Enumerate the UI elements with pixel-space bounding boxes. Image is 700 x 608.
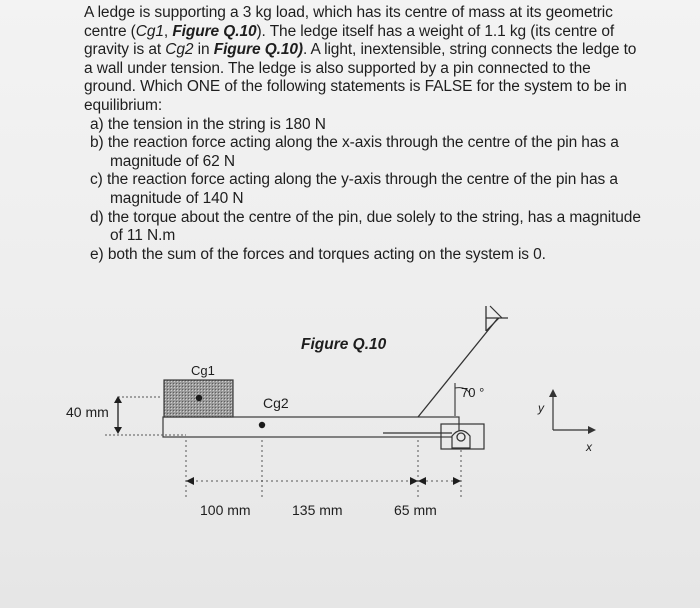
dim-label-100: 100 mm [200, 502, 251, 518]
string [418, 318, 498, 417]
figure-ref-2: Figure Q.10) [213, 41, 303, 59]
dim-arrowhead-left [186, 477, 194, 485]
y-axis-label: y [538, 401, 544, 415]
cg1-label: Cg1 [191, 363, 215, 378]
option-c: c) the reaction force acting along the y-axis through the centre of the pin has a magnitude of 140 N [90, 171, 618, 207]
option-d: d) the torque about the centre of the pin, due solely to the string, has a magnitude of 11 N.m [90, 208, 641, 245]
figure-title: Figure Q.10 [301, 336, 387, 353]
dim-label-65: 65 mm [394, 502, 437, 518]
ledge [163, 417, 459, 437]
dim-label-135: 135 mm [292, 502, 343, 518]
cg1-dot [196, 395, 202, 401]
wall-anchor-hatch [486, 318, 499, 331]
figure-ref: Figure Q.10 [172, 22, 257, 40]
dim-arrowhead-mid-right [418, 477, 426, 485]
dim-arrowhead-mid-left [410, 477, 418, 485]
question-intro: A ledge is supporting a 3 kg load, which has its centre of mass at its geometric centre (Cg1, Figure Q.10). The ledge itself has a weight of 1.1 kg (its centre of gravity is at Cg2 in Figure Q.10). A light, inextensible, string connects the ledge to a wall under tension. The ledge is also supported by a pin connected to the ground. Which ONE of the following statements is FALSE for the system to be in equilibrium: [84, 4, 637, 114]
option-e: e) both the sum of the forces and torques acting on the system is 0. [90, 245, 546, 263]
height-arrowhead-down [114, 427, 122, 434]
option-b: b) the reaction force acting along the x-axis through the centre of the pin has a magnitude of 62 N [90, 134, 619, 170]
cg2-ref: Cg2 [165, 41, 194, 59]
x-axis-arrowhead [588, 426, 596, 434]
cg2-label: Cg2 [263, 395, 289, 411]
angle-label: 70 ° [461, 385, 485, 400]
height-arrowhead-up [114, 396, 122, 403]
height-dim-label: 40 mm [66, 404, 109, 420]
x-axis-label: x [586, 440, 592, 454]
wall-anchor-hatch-2 [490, 306, 502, 318]
dim-arrowhead-right [453, 477, 461, 485]
y-axis-arrowhead [549, 389, 557, 397]
cg1-ref: Cg1 [135, 22, 164, 40]
option-a: a) the tension in the string is 180 N [90, 115, 326, 133]
cg2-dot [259, 422, 265, 428]
